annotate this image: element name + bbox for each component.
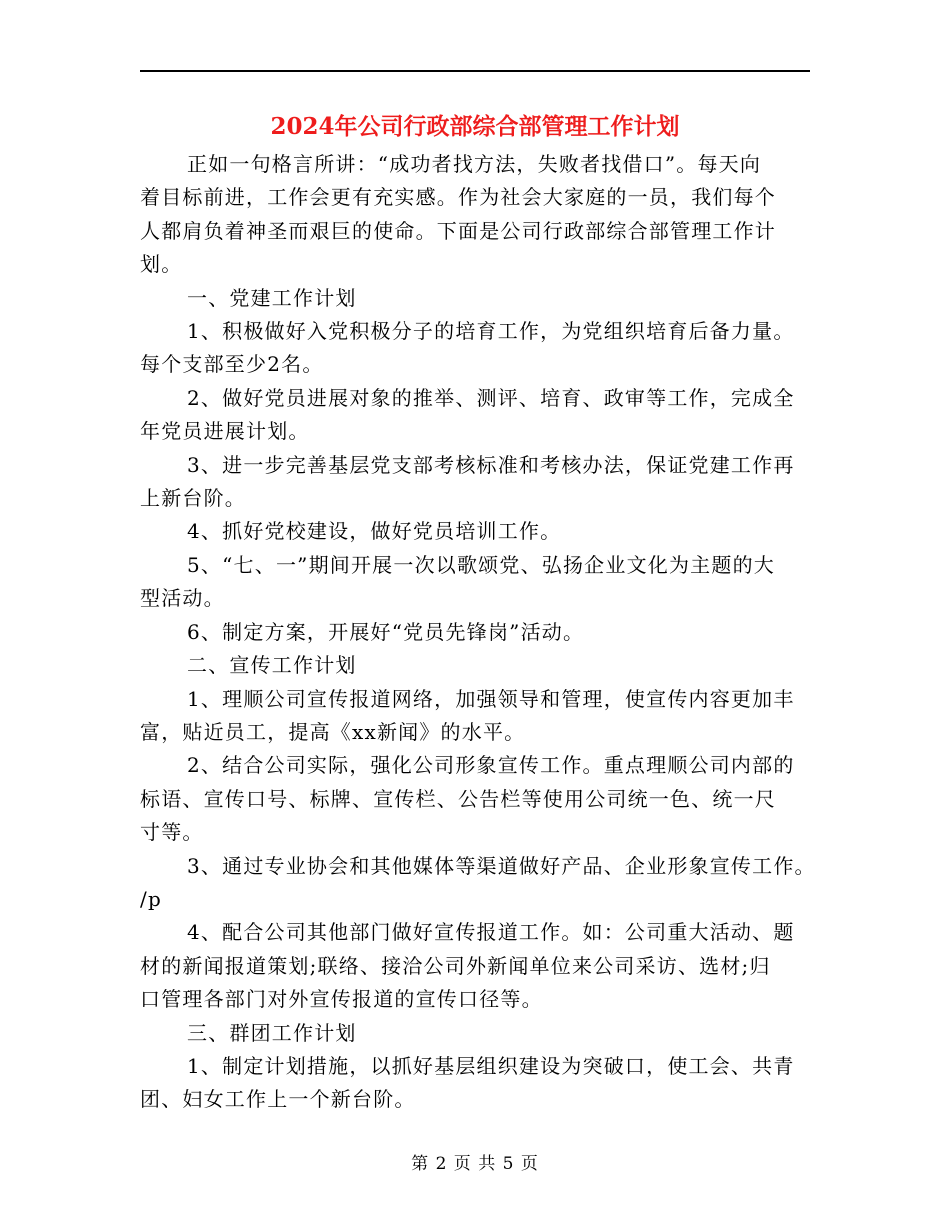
- list-item: [140, 683, 820, 750]
- text-line: 划。: [140, 252, 183, 277]
- text-line: 二、宣传工作计划: [187, 653, 357, 678]
- text-line: 1、积极做好入党积极分子的培育工作，为党组织培育后备力量。: [187, 319, 795, 344]
- document-title: 2024年公司行政部综合部管理工作计划: [270, 113, 680, 140]
- list-item: [140, 616, 820, 649]
- section-heading: [140, 1017, 820, 1050]
- header-rule: [140, 70, 810, 72]
- list-item: [140, 382, 820, 449]
- text-line: 着目标前进，工作会更有充实感。作为社会大家庭的一员，我们每个: [140, 185, 776, 210]
- list-item: [140, 549, 820, 616]
- text-line: 标语、宣传口号、标牌、宣传栏、公告栏等使用公司统一色、统一尺: [140, 786, 776, 811]
- text-line: 材的新闻报道策划;联络、接洽公司外新闻单位来公司采访、选材;归: [140, 953, 771, 978]
- list-item: [140, 850, 820, 917]
- text-line: 4、配合公司其他部门做好宣传报道工作。如：公司重大活动、题: [187, 920, 795, 945]
- text-line: 每个支部至少2名。: [140, 352, 324, 377]
- list-item: [140, 315, 820, 382]
- text-line: 型活动。: [140, 586, 225, 611]
- list-item: [140, 449, 820, 516]
- section-heading: [140, 649, 820, 682]
- text-line: /p: [140, 886, 162, 911]
- list-item: [140, 515, 820, 548]
- list-item: [140, 916, 820, 1016]
- document-body: [140, 148, 820, 1117]
- text-line: 正如一句格言所讲：“成功者找方法，失败者找借口”。每天向: [187, 152, 762, 176]
- text-line: 口管理各部门对外宣传报道的宣传口径等。: [140, 987, 543, 1012]
- intro-paragraph: [140, 148, 820, 282]
- text-line: 上新台阶。: [140, 486, 246, 511]
- text-line: 三、群团工作计划: [187, 1020, 357, 1045]
- text-line: 6、制定方案，开展好“党员先锋岗”活动。: [187, 619, 585, 644]
- text-line: 2、结合公司实际，强化公司形象宣传工作。重点理顺公司内部的: [187, 753, 795, 778]
- page-footer: 第 2 页 共 5 页: [411, 1154, 539, 1174]
- text-line: 年党员进展计划。: [140, 419, 310, 444]
- list-item: [140, 749, 820, 849]
- text-line: 3、通过专业协会和其他媒体等渠道做好产品、企业形象宣传工作。: [187, 853, 816, 878]
- text-line: 团、妇女工作上一个新台阶。: [140, 1087, 416, 1112]
- text-line: 寸等。: [140, 820, 204, 845]
- text-line: 一、党建工作计划: [187, 285, 357, 310]
- text-line: 1、理顺公司宣传报道网络，加强领导和管理，使宣传内容更加丰: [187, 686, 795, 711]
- text-line: 5、“七、一”期间开展一次以歌颂党、弘扬企业文化为主题的大: [187, 552, 775, 577]
- text-line: 4、抓好党校建设，做好党员培训工作。: [187, 519, 562, 544]
- text-line: 3、进一步完善基层党支部考核标准和考核办法，保证党建工作再: [187, 452, 795, 477]
- text-line: 2、做好党员进展对象的推举、测评、培育、政审等工作，完成全: [187, 385, 795, 410]
- list-item: [140, 1050, 820, 1117]
- section-heading: [140, 282, 820, 315]
- text-line: 1、制定计划措施，以抓好基层组织建设为突破口，使工会、共青: [187, 1053, 795, 1078]
- text-line: 富，贴近员工，提高《xx新闻》的水平。: [140, 719, 526, 744]
- text-line: 人都肩负着神圣而艰巨的使命。下面是公司行政部综合部管理工作计: [140, 218, 776, 243]
